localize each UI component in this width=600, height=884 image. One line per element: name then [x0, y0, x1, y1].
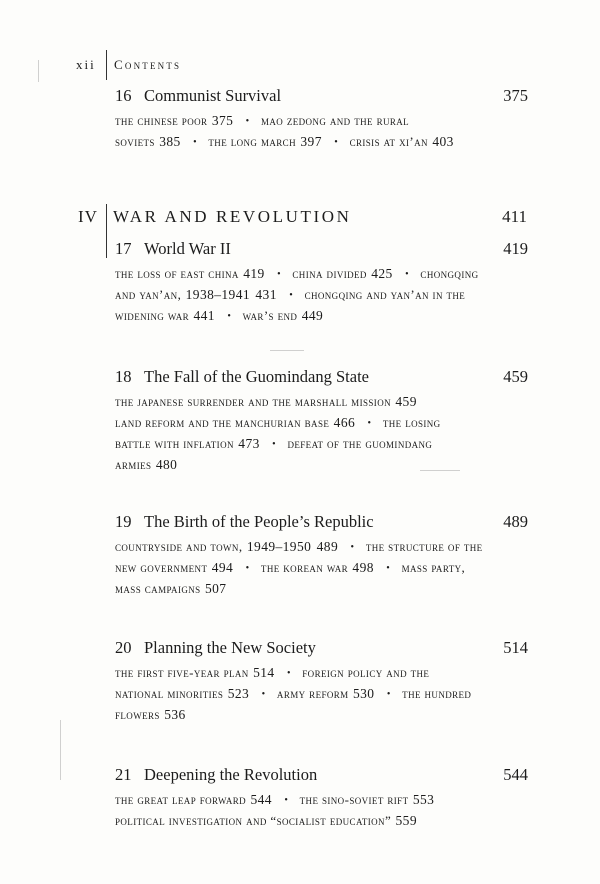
chapter-number: 18: [115, 367, 132, 386]
chapter-number: 19: [115, 512, 132, 531]
chapter-page: 419: [503, 239, 528, 258]
subsection-page: 441: [193, 308, 215, 323]
subsection-page: 425: [371, 266, 393, 281]
subsection-page: 419: [243, 266, 265, 281]
chapter-entry-21[interactable]: [115, 765, 528, 831]
bullet-separator: •: [386, 689, 391, 700]
bullet-separator: •: [245, 116, 250, 127]
subsection-line: [115, 284, 528, 305]
subsection-title[interactable]: the korean war: [260, 560, 349, 575]
header-divider: [106, 50, 107, 80]
subsection-line: [115, 433, 528, 454]
bullet-separator: •: [367, 418, 372, 429]
subsection-title[interactable]: chongqing: [420, 266, 479, 281]
chapter-heading: [115, 765, 528, 787]
running-head-title: Contents: [114, 57, 182, 72]
subsection-page: 385: [159, 134, 181, 149]
subsection-line: [115, 683, 528, 704]
subsection-title[interactable]: soviets: [115, 134, 155, 149]
chapter-entry-16[interactable]: [115, 86, 528, 152]
bullet-separator: •: [334, 137, 339, 148]
scan-mark: [60, 720, 61, 780]
subsection-line: [115, 131, 528, 152]
subsection-title[interactable]: chongqing and yan’an in the: [304, 287, 466, 302]
subsection-title[interactable]: flowers: [115, 707, 160, 722]
chapter-title: Communist Survival: [144, 86, 282, 105]
subsection-page: 536: [164, 707, 186, 722]
scan-mark: [38, 60, 39, 82]
subsection-page: 523: [227, 686, 250, 701]
subsection-page: 559: [395, 813, 417, 828]
subsection-page: 449: [301, 308, 324, 323]
subsection-line: [115, 536, 528, 557]
subsection-title[interactable]: the japanese surrender and the marshall mission: [115, 394, 391, 409]
chapter-entry-17[interactable]: [115, 239, 528, 326]
subsection-line: [115, 789, 528, 810]
chapter-heading: [115, 512, 528, 534]
bullet-separator: •: [261, 689, 266, 700]
chapter-entry-20[interactable]: [115, 638, 528, 725]
subsection-list: [115, 391, 528, 475]
subsection-line: [115, 704, 528, 725]
subsection-line: [115, 110, 528, 131]
scan-mark: [270, 350, 304, 351]
subsection-page: 397: [300, 134, 322, 149]
subsection-title[interactable]: war’s end: [242, 308, 298, 323]
chapter-page: 375: [503, 86, 528, 105]
subsection-title[interactable]: widening war: [115, 308, 190, 323]
bullet-separator: •: [386, 563, 391, 574]
subsection-page: 530: [353, 686, 375, 701]
subsection-title[interactable]: the hundred: [402, 686, 472, 701]
part-numeral: IV: [78, 207, 98, 226]
subsection-title[interactable]: army reform: [276, 686, 349, 701]
subsection-title[interactable]: the long march: [208, 134, 296, 149]
bullet-separator: •: [277, 269, 281, 280]
subsection-page: 473: [238, 436, 260, 451]
subsection-page: 553: [412, 792, 435, 807]
bullet-separator: •: [286, 668, 291, 679]
chapter-heading: [115, 239, 528, 261]
subsection-title[interactable]: and yan’an,: [115, 287, 182, 302]
part-divider: [106, 204, 107, 258]
chapter-number: 16: [115, 86, 132, 105]
chapter-page: 489: [503, 512, 528, 531]
chapter-title: The Birth of the People’s Republic: [144, 512, 374, 531]
chapter-page: 544: [503, 765, 528, 784]
bullet-separator: •: [405, 269, 410, 280]
part-title[interactable]: WAR AND REVOLUTION: [113, 207, 352, 226]
chapter-entry-19[interactable]: [115, 512, 528, 599]
chapter-page: 514: [503, 638, 528, 657]
subsection-page: 1949–1950: [246, 539, 312, 554]
chapter-heading: [115, 638, 528, 660]
subsection-line: [115, 810, 528, 831]
subsection-title[interactable]: crisis at xi’an: [349, 134, 428, 149]
subsection-title[interactable]: the first five-year plan: [115, 665, 249, 680]
subsection-title[interactable]: political investigation and “socialist education”: [115, 813, 392, 828]
bullet-separator: •: [284, 795, 289, 806]
subsection-list: [115, 536, 528, 599]
subsection-title[interactable]: countryside and town,: [115, 539, 243, 554]
subsection-list: [115, 110, 528, 152]
subsection-line: [115, 412, 528, 433]
chapter-title: Planning the New Society: [144, 638, 316, 657]
subsection-page: 375: [211, 113, 234, 128]
subsection-title[interactable]: the loss of east china: [115, 266, 239, 281]
chapter-heading: [115, 367, 528, 389]
subsection-page: 431: [255, 287, 277, 302]
bullet-separator: •: [227, 311, 232, 322]
subsection-title[interactable]: land reform and the manchurian base: [115, 415, 330, 430]
subsection-page: 489: [316, 539, 339, 554]
subsection-title[interactable]: the structure of the: [365, 539, 483, 554]
chapter-title: The Fall of the Guomindang State: [144, 367, 369, 386]
subsection-line: [115, 557, 528, 578]
chapter-entry-18[interactable]: [115, 367, 528, 475]
bullet-separator: •: [272, 439, 277, 450]
subsection-page: 403: [432, 134, 454, 149]
subsection-title[interactable]: the great leap forward: [115, 792, 247, 807]
chapter-title: Deepening the Revolution: [144, 765, 318, 784]
subsection-title[interactable]: the losing: [382, 415, 441, 430]
subsection-page: 466: [333, 415, 356, 430]
subsection-page: 498: [352, 560, 374, 575]
subsection-line: [115, 391, 528, 412]
subsection-page: 480: [155, 457, 178, 472]
subsection-list: [115, 789, 528, 831]
subsection-page: 1938–1941: [185, 287, 250, 302]
part-page: 411: [502, 207, 527, 226]
subsection-title[interactable]: battle with inflation: [115, 436, 234, 451]
subsection-title[interactable]: the chinese poor: [115, 113, 208, 128]
subsection-title[interactable]: foreign policy and the: [302, 665, 430, 680]
chapter-number: 21: [115, 765, 132, 784]
bullet-separator: •: [289, 290, 294, 301]
bullet-separator: •: [245, 563, 250, 574]
scan-mark: [420, 470, 460, 471]
subsection-title[interactable]: mass campaigns: [115, 581, 201, 596]
subsection-title[interactable]: the sino-soviet rift: [299, 792, 409, 807]
chapter-title: World War II: [144, 239, 231, 258]
subsection-list: [115, 662, 528, 725]
subsection-line: [115, 454, 528, 475]
chapter-heading: [115, 86, 528, 108]
subsection-title[interactable]: armies: [115, 457, 152, 472]
subsection-title[interactable]: national minorities: [115, 686, 224, 701]
subsection-line: [115, 305, 528, 326]
chapter-page: 459: [503, 367, 528, 386]
subsection-line: [115, 578, 528, 599]
subsection-line: [115, 263, 528, 284]
chapter-number: 20: [115, 638, 132, 657]
bullet-separator: •: [350, 542, 355, 553]
subsection-page: 507: [204, 581, 227, 596]
subsection-title[interactable]: new government: [115, 560, 208, 575]
subsection-title[interactable]: china divided: [292, 266, 367, 281]
subsection-list: [115, 263, 528, 326]
subsection-title[interactable]: defeat of the guomindang: [287, 436, 433, 451]
subsection-title[interactable]: mass party,: [401, 560, 466, 575]
subsection-title[interactable]: mao zedong and the rural: [260, 113, 410, 128]
page-numeral: xii: [76, 57, 96, 72]
subsection-page: 459: [395, 394, 417, 409]
subsection-page: 514: [253, 665, 275, 680]
bullet-separator: •: [193, 137, 197, 148]
subsection-page: 494: [211, 560, 234, 575]
subsection-page: 544: [250, 792, 272, 807]
subsection-line: [115, 662, 528, 683]
chapter-number: 17: [115, 239, 132, 258]
